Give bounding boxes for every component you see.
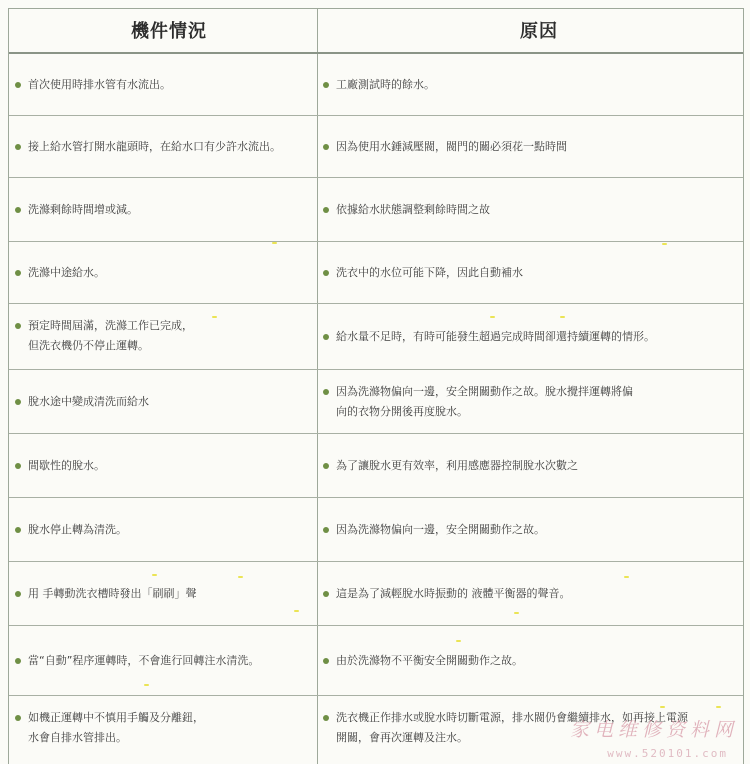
- watermark-text: 家电维修资料网: [569, 719, 738, 741]
- table-row: [9, 116, 743, 178]
- scan-speck: [560, 316, 565, 318]
- condition-cell: 當“自動”程序運轉時，不會進行回轉注水清洗。: [15, 626, 313, 695]
- bullet-icon: [15, 463, 21, 469]
- scan-speck: [294, 610, 299, 612]
- condition-cell: 脫水途中變成清洗而給水: [15, 370, 313, 433]
- bullet-icon: [323, 144, 329, 150]
- bullet-icon: [323, 463, 329, 469]
- troubleshooting-table: [8, 8, 744, 764]
- bullet-icon: [323, 658, 329, 664]
- table-row: [9, 242, 743, 304]
- table-row: [9, 178, 743, 242]
- condition-cell: 間歇性的脫水。: [15, 434, 313, 497]
- bullet-icon: [15, 399, 21, 405]
- bullet-icon: [15, 323, 21, 329]
- condition-cell: 脫水停止轉為清洗。: [15, 498, 313, 561]
- cause-cell: 因為洗滌物偏向一邊，安全開關動作之故。脫水攪拌運轉將偏 向的衣物分開後再度脫水。: [323, 370, 741, 433]
- bullet-icon: [323, 715, 329, 721]
- table-row: [9, 54, 743, 116]
- bullet-icon: [15, 658, 21, 664]
- condition-cell: 如機正運轉中不慎用手觸及分離鈕， 水會自排水管排出。: [15, 696, 313, 764]
- bullet-icon: [15, 144, 21, 150]
- cause-cell: 這是為了減輕脫水時振動的 液體平衡器的聲音。: [323, 562, 741, 625]
- scan-speck: [152, 574, 157, 576]
- header-condition: 機件情況: [131, 21, 207, 42]
- table-row: [9, 498, 743, 562]
- cause-cell: 工廠測試時的餘水。: [323, 54, 741, 115]
- condition-cell: 首次使用時排水管有水流出。: [15, 54, 313, 115]
- scan-speck: [490, 316, 495, 318]
- bullet-icon: [323, 527, 329, 533]
- condition-cell: 洗滌剩餘時間增或減。: [15, 178, 313, 241]
- bullet-icon: [323, 591, 329, 597]
- bullet-icon: [323, 82, 329, 88]
- bullet-icon: [323, 389, 329, 395]
- header-cause: 原因: [520, 21, 558, 42]
- condition-cell: 用 手轉動洗衣槽時發出「刷刷」聲: [15, 562, 313, 625]
- table-row: [9, 434, 743, 498]
- bullet-icon: [15, 527, 21, 533]
- bullet-icon: [15, 270, 21, 276]
- bullet-icon: [15, 715, 21, 721]
- table-header: [9, 8, 743, 54]
- scan-speck: [514, 612, 519, 614]
- cause-cell: 因為使用水錘減壓閥，閥門的關必須花一點時間: [323, 116, 741, 177]
- bullet-icon: [323, 334, 329, 340]
- bullet-icon: [15, 207, 21, 213]
- condition-cell: 洗滌中途給水。: [15, 242, 313, 303]
- cause-cell: 依據給水狀態調整剩餘時間之故: [323, 178, 741, 241]
- bullet-icon: [323, 270, 329, 276]
- table-row: [9, 370, 743, 434]
- cause-cell: 為了讓脫水更有效率，利用感應器控制脫水次數之: [323, 434, 741, 497]
- scan-speck: [212, 316, 217, 318]
- scan-speck: [716, 706, 721, 708]
- table-row: [9, 626, 743, 696]
- cause-cell: 因為洗滌物偏向一邊，安全開關動作之故。: [323, 498, 741, 561]
- cause-cell: 洗衣中的水位可能下降，因此自動補水: [323, 242, 741, 303]
- scan-speck: [144, 684, 149, 686]
- table-row: [9, 304, 743, 370]
- cause-cell: 由於洗滌物不平衡安全開關動作之故。: [323, 626, 741, 695]
- cause-cell: 給水量不足時，有時可能發生超過完成時間卻還持續運轉的情形。: [323, 304, 741, 369]
- table-row: [9, 562, 743, 626]
- bullet-icon: [15, 82, 21, 88]
- watermark-url: www.520101.com: [607, 747, 728, 760]
- bullet-icon: [323, 207, 329, 213]
- cause-cell: 洗衣機正作排水或脫水時切斷電源，排水閥仍會繼續排水，如再接上電源 開關，會再次運轉及注水。: [323, 696, 741, 764]
- scan-speck: [660, 706, 665, 708]
- scan-speck: [238, 576, 243, 578]
- condition-cell: 預定時間屆滿，洗滌工作已完成， 但洗衣機仍不停止運轉。: [15, 304, 313, 369]
- scan-speck: [662, 243, 667, 245]
- scan-speck: [272, 242, 277, 244]
- scan-speck: [456, 640, 461, 642]
- bullet-icon: [15, 591, 21, 597]
- scan-speck: [624, 576, 629, 578]
- condition-cell: 接上給水管打開水龍頭時，在給水口有少許水流出。: [15, 116, 313, 177]
